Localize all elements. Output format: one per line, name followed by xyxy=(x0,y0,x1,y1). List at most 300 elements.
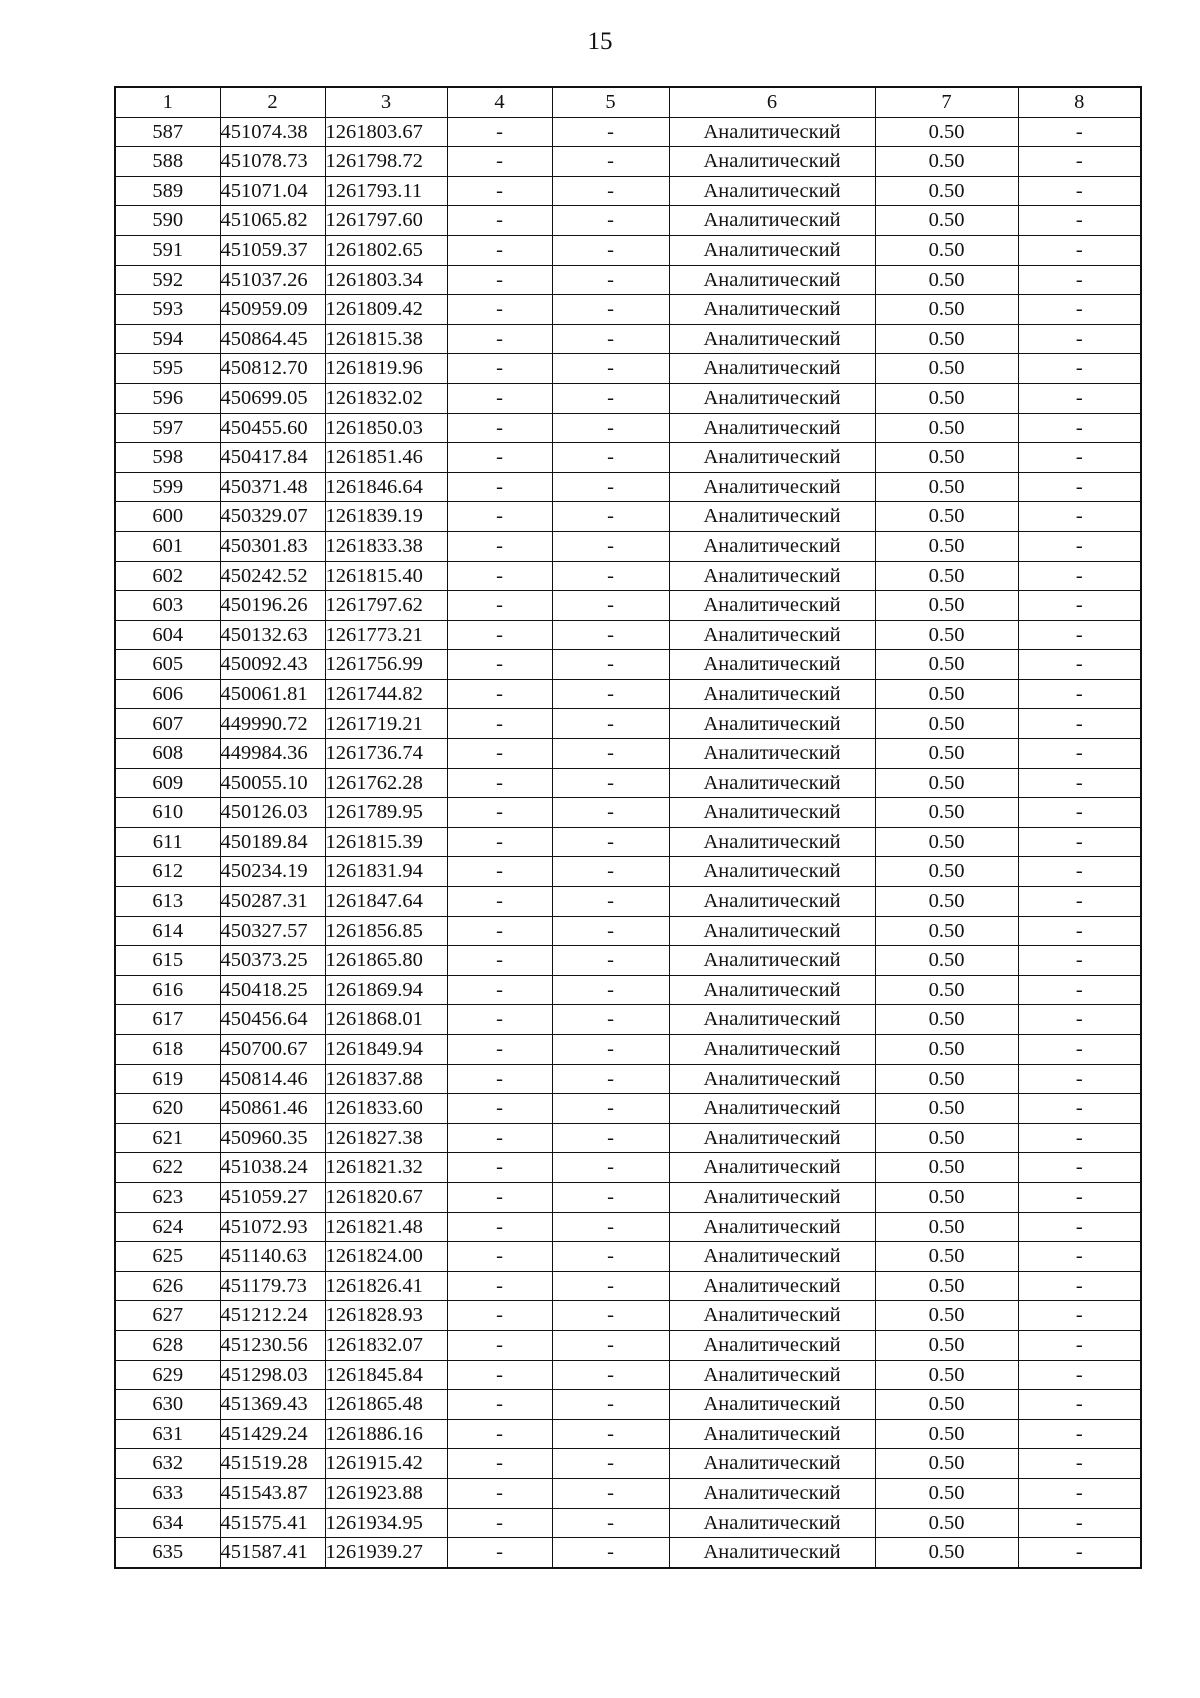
column-8-cell: - xyxy=(1018,117,1141,147)
method-cell: Аналитический xyxy=(669,1123,875,1153)
method-cell: Аналитический xyxy=(669,295,875,325)
column-4-cell: - xyxy=(447,413,552,443)
column-5-cell: - xyxy=(552,1123,669,1153)
column-8-cell: - xyxy=(1018,975,1141,1005)
column-5-cell: - xyxy=(552,946,669,976)
x-coordinate-cell: 450861.46 xyxy=(220,1094,325,1124)
accuracy-cell: 0.50 xyxy=(875,1478,1018,1508)
accuracy-cell: 0.50 xyxy=(875,472,1018,502)
x-coordinate-cell: 450287.31 xyxy=(220,887,325,917)
table-row xyxy=(115,117,1141,147)
column-5-cell: - xyxy=(552,1153,669,1183)
point-number-cell: 617 xyxy=(115,1005,220,1035)
method-cell: Аналитический xyxy=(669,1153,875,1183)
accuracy-cell: 0.50 xyxy=(875,265,1018,295)
accuracy-cell: 0.50 xyxy=(875,354,1018,384)
x-coordinate-cell: 451037.26 xyxy=(220,265,325,295)
point-number-cell: 623 xyxy=(115,1182,220,1212)
x-coordinate-cell: 451059.27 xyxy=(220,1182,325,1212)
point-number-cell: 618 xyxy=(115,1035,220,1065)
accuracy-cell: 0.50 xyxy=(875,975,1018,1005)
method-cell: Аналитический xyxy=(669,117,875,147)
x-coordinate-cell: 450699.05 xyxy=(220,383,325,413)
column-8-cell: - xyxy=(1018,916,1141,946)
accuracy-cell: 0.50 xyxy=(875,1094,1018,1124)
method-cell: Аналитический xyxy=(669,591,875,621)
x-coordinate-cell: 450812.70 xyxy=(220,354,325,384)
method-cell: Аналитический xyxy=(669,1360,875,1390)
point-number-cell: 632 xyxy=(115,1449,220,1479)
x-coordinate-cell: 451140.63 xyxy=(220,1242,325,1272)
point-number-cell: 588 xyxy=(115,147,220,177)
column-8-cell: - xyxy=(1018,739,1141,769)
column-4-cell: - xyxy=(447,176,552,206)
method-cell: Аналитический xyxy=(669,443,875,473)
accuracy-cell: 0.50 xyxy=(875,502,1018,532)
column-5-cell: - xyxy=(552,916,669,946)
accuracy-cell: 0.50 xyxy=(875,798,1018,828)
y-coordinate-cell: 1261868.01 xyxy=(325,1005,447,1035)
column-4-cell: - xyxy=(447,117,552,147)
method-cell: Аналитический xyxy=(669,1478,875,1508)
column-8-cell: - xyxy=(1018,1508,1141,1538)
accuracy-cell: 0.50 xyxy=(875,946,1018,976)
y-coordinate-cell: 1261915.42 xyxy=(325,1449,447,1479)
column-5-cell: - xyxy=(552,531,669,561)
table-row xyxy=(115,946,1141,976)
point-number-cell: 604 xyxy=(115,620,220,650)
point-number-cell: 634 xyxy=(115,1508,220,1538)
column-5-cell: - xyxy=(552,1478,669,1508)
table-row xyxy=(115,1271,1141,1301)
column-8-cell: - xyxy=(1018,709,1141,739)
column-8-cell: - xyxy=(1018,1330,1141,1360)
page-number: 15 xyxy=(587,28,613,55)
y-coordinate-cell: 1261815.39 xyxy=(325,827,447,857)
x-coordinate-cell: 450061.81 xyxy=(220,679,325,709)
method-cell: Аналитический xyxy=(669,1182,875,1212)
x-coordinate-cell: 450327.57 xyxy=(220,916,325,946)
y-coordinate-cell: 1261803.67 xyxy=(325,117,447,147)
x-coordinate-cell: 450055.10 xyxy=(220,768,325,798)
point-number-cell: 607 xyxy=(115,709,220,739)
point-number-cell: 630 xyxy=(115,1390,220,1420)
accuracy-cell: 0.50 xyxy=(875,1005,1018,1035)
method-cell: Аналитический xyxy=(669,768,875,798)
table-row xyxy=(115,1508,1141,1538)
x-coordinate-cell: 450455.60 xyxy=(220,413,325,443)
table-row xyxy=(115,798,1141,828)
y-coordinate-cell: 1261803.34 xyxy=(325,265,447,295)
table-row xyxy=(115,502,1141,532)
method-cell: Аналитический xyxy=(669,1419,875,1449)
column-4-cell: - xyxy=(447,1360,552,1390)
point-number-cell: 596 xyxy=(115,383,220,413)
accuracy-cell: 0.50 xyxy=(875,324,1018,354)
method-cell: Аналитический xyxy=(669,1390,875,1420)
column-4-cell: - xyxy=(447,1035,552,1065)
table-row xyxy=(115,739,1141,769)
table-row xyxy=(115,857,1141,887)
accuracy-cell: 0.50 xyxy=(875,1449,1018,1479)
column-8-cell: - xyxy=(1018,679,1141,709)
accuracy-cell: 0.50 xyxy=(875,1419,1018,1449)
point-number-cell: 631 xyxy=(115,1419,220,1449)
y-coordinate-cell: 1261833.38 xyxy=(325,531,447,561)
column-4-cell: - xyxy=(447,1508,552,1538)
table-row xyxy=(115,768,1141,798)
x-coordinate-cell: 450242.52 xyxy=(220,561,325,591)
point-number-cell: 589 xyxy=(115,176,220,206)
table-row xyxy=(115,1449,1141,1479)
table-row xyxy=(115,1419,1141,1449)
method-cell: Аналитический xyxy=(669,1094,875,1124)
coordinates-table xyxy=(114,86,1142,1569)
accuracy-cell: 0.50 xyxy=(875,620,1018,650)
column-4-cell: - xyxy=(447,1538,552,1568)
table-row xyxy=(115,354,1141,384)
column-8-cell: - xyxy=(1018,443,1141,473)
column-5-cell: - xyxy=(552,1538,669,1568)
x-coordinate-cell: 450329.07 xyxy=(220,502,325,532)
accuracy-cell: 0.50 xyxy=(875,176,1018,206)
column-5-cell: - xyxy=(552,857,669,887)
accuracy-cell: 0.50 xyxy=(875,916,1018,946)
y-coordinate-cell: 1261923.88 xyxy=(325,1478,447,1508)
column-8-cell: - xyxy=(1018,1153,1141,1183)
table-row xyxy=(115,383,1141,413)
column-4-cell: - xyxy=(447,887,552,917)
x-coordinate-cell: 451587.41 xyxy=(220,1538,325,1568)
accuracy-cell: 0.50 xyxy=(875,709,1018,739)
accuracy-cell: 0.50 xyxy=(875,1271,1018,1301)
header-row xyxy=(115,87,1141,117)
method-cell: Аналитический xyxy=(669,1538,875,1568)
table-row xyxy=(115,413,1141,443)
point-number-cell: 625 xyxy=(115,1242,220,1272)
accuracy-cell: 0.50 xyxy=(875,1390,1018,1420)
y-coordinate-cell: 1261762.28 xyxy=(325,768,447,798)
point-number-cell: 608 xyxy=(115,739,220,769)
column-8-cell: - xyxy=(1018,1242,1141,1272)
accuracy-cell: 0.50 xyxy=(875,1538,1018,1568)
point-number-cell: 613 xyxy=(115,887,220,917)
column-4-cell: - xyxy=(447,1390,552,1420)
y-coordinate-cell: 1261798.72 xyxy=(325,147,447,177)
column-4-cell: - xyxy=(447,650,552,680)
point-number-cell: 599 xyxy=(115,472,220,502)
column-5-cell: - xyxy=(552,1005,669,1035)
column-8-cell: - xyxy=(1018,531,1141,561)
method-cell: Аналитический xyxy=(669,413,875,443)
point-number-cell: 612 xyxy=(115,857,220,887)
point-number-cell: 587 xyxy=(115,117,220,147)
accuracy-cell: 0.50 xyxy=(875,650,1018,680)
column-8-cell: - xyxy=(1018,1301,1141,1331)
column-8-cell: - xyxy=(1018,768,1141,798)
y-coordinate-cell: 1261821.32 xyxy=(325,1153,447,1183)
method-cell: Аналитический xyxy=(669,857,875,887)
column-8-cell: - xyxy=(1018,1390,1141,1420)
method-cell: Аналитический xyxy=(669,265,875,295)
column-4-cell: - xyxy=(447,1123,552,1153)
column-5-cell: - xyxy=(552,768,669,798)
column-4-cell: - xyxy=(447,147,552,177)
y-coordinate-cell: 1261832.02 xyxy=(325,383,447,413)
point-number-cell: 592 xyxy=(115,265,220,295)
x-coordinate-cell: 451071.04 xyxy=(220,176,325,206)
column-5-cell: - xyxy=(552,443,669,473)
method-cell: Аналитический xyxy=(669,946,875,976)
column-5-cell: - xyxy=(552,117,669,147)
column-4-cell: - xyxy=(447,1301,552,1331)
column-4-cell: - xyxy=(447,354,552,384)
column-8-cell: - xyxy=(1018,295,1141,325)
point-number-cell: 591 xyxy=(115,235,220,265)
table-row xyxy=(115,1035,1141,1065)
point-number-cell: 633 xyxy=(115,1478,220,1508)
column-8-cell: - xyxy=(1018,1064,1141,1094)
table-row xyxy=(115,1301,1141,1331)
header-cell-6: 6 xyxy=(669,87,875,117)
table-row xyxy=(115,1182,1141,1212)
x-coordinate-cell: 450196.26 xyxy=(220,591,325,621)
method-cell: Аналитический xyxy=(669,827,875,857)
y-coordinate-cell: 1261719.21 xyxy=(325,709,447,739)
column-5-cell: - xyxy=(552,739,669,769)
y-coordinate-cell: 1261824.00 xyxy=(325,1242,447,1272)
x-coordinate-cell: 449984.36 xyxy=(220,739,325,769)
x-coordinate-cell: 451065.82 xyxy=(220,206,325,236)
column-4-cell: - xyxy=(447,946,552,976)
column-8-cell: - xyxy=(1018,324,1141,354)
method-cell: Аналитический xyxy=(669,798,875,828)
point-number-cell: 620 xyxy=(115,1094,220,1124)
accuracy-cell: 0.50 xyxy=(875,1360,1018,1390)
column-4-cell: - xyxy=(447,1419,552,1449)
column-4-cell: - xyxy=(447,1271,552,1301)
column-8-cell: - xyxy=(1018,265,1141,295)
header-cell-2: 2 xyxy=(220,87,325,117)
column-8-cell: - xyxy=(1018,650,1141,680)
column-8-cell: - xyxy=(1018,502,1141,532)
x-coordinate-cell: 451369.43 xyxy=(220,1390,325,1420)
column-5-cell: - xyxy=(552,798,669,828)
accuracy-cell: 0.50 xyxy=(875,561,1018,591)
table-row xyxy=(115,531,1141,561)
method-cell: Аналитический xyxy=(669,354,875,384)
y-coordinate-cell: 1261793.11 xyxy=(325,176,447,206)
column-8-cell: - xyxy=(1018,561,1141,591)
column-5-cell: - xyxy=(552,383,669,413)
column-8-cell: - xyxy=(1018,1123,1141,1153)
method-cell: Аналитический xyxy=(669,1271,875,1301)
column-5-cell: - xyxy=(552,413,669,443)
point-number-cell: 616 xyxy=(115,975,220,1005)
accuracy-cell: 0.50 xyxy=(875,1301,1018,1331)
y-coordinate-cell: 1261934.95 xyxy=(325,1508,447,1538)
accuracy-cell: 0.50 xyxy=(875,857,1018,887)
table-header xyxy=(115,87,1141,117)
y-coordinate-cell: 1261789.95 xyxy=(325,798,447,828)
table-row xyxy=(115,295,1141,325)
method-cell: Аналитический xyxy=(669,502,875,532)
x-coordinate-cell: 450126.03 xyxy=(220,798,325,828)
y-coordinate-cell: 1261802.65 xyxy=(325,235,447,265)
method-cell: Аналитический xyxy=(669,1301,875,1331)
column-8-cell: - xyxy=(1018,827,1141,857)
point-number-cell: 621 xyxy=(115,1123,220,1153)
x-coordinate-cell: 451074.38 xyxy=(220,117,325,147)
column-4-cell: - xyxy=(447,768,552,798)
accuracy-cell: 0.50 xyxy=(875,1064,1018,1094)
column-4-cell: - xyxy=(447,709,552,739)
column-5-cell: - xyxy=(552,1419,669,1449)
column-5-cell: - xyxy=(552,1360,669,1390)
y-coordinate-cell: 1261869.94 xyxy=(325,975,447,1005)
accuracy-cell: 0.50 xyxy=(875,679,1018,709)
column-5-cell: - xyxy=(552,650,669,680)
y-coordinate-cell: 1261797.62 xyxy=(325,591,447,621)
column-4-cell: - xyxy=(447,620,552,650)
column-5-cell: - xyxy=(552,1182,669,1212)
point-number-cell: 590 xyxy=(115,206,220,236)
point-number-cell: 610 xyxy=(115,798,220,828)
table-row xyxy=(115,975,1141,1005)
column-5-cell: - xyxy=(552,1390,669,1420)
x-coordinate-cell: 451230.56 xyxy=(220,1330,325,1360)
column-4-cell: - xyxy=(447,295,552,325)
table-row xyxy=(115,561,1141,591)
y-coordinate-cell: 1261886.16 xyxy=(325,1419,447,1449)
accuracy-cell: 0.50 xyxy=(875,1242,1018,1272)
column-4-cell: - xyxy=(447,502,552,532)
table-row xyxy=(115,1478,1141,1508)
column-8-cell: - xyxy=(1018,1538,1141,1568)
accuracy-cell: 0.50 xyxy=(875,827,1018,857)
point-number-cell: 622 xyxy=(115,1153,220,1183)
point-number-cell: 598 xyxy=(115,443,220,473)
y-coordinate-cell: 1261837.88 xyxy=(325,1064,447,1094)
column-4-cell: - xyxy=(447,531,552,561)
y-coordinate-cell: 1261797.60 xyxy=(325,206,447,236)
accuracy-cell: 0.50 xyxy=(875,295,1018,325)
column-4-cell: - xyxy=(447,1478,552,1508)
y-coordinate-cell: 1261828.93 xyxy=(325,1301,447,1331)
point-number-cell: 609 xyxy=(115,768,220,798)
method-cell: Аналитический xyxy=(669,324,875,354)
x-coordinate-cell: 451059.37 xyxy=(220,235,325,265)
accuracy-cell: 0.50 xyxy=(875,1182,1018,1212)
column-8-cell: - xyxy=(1018,472,1141,502)
header-cell-5: 5 xyxy=(552,87,669,117)
y-coordinate-cell: 1261819.96 xyxy=(325,354,447,384)
x-coordinate-cell: 451179.73 xyxy=(220,1271,325,1301)
table-row xyxy=(115,827,1141,857)
x-coordinate-cell: 450373.25 xyxy=(220,946,325,976)
point-number-cell: 626 xyxy=(115,1271,220,1301)
point-number-cell: 601 xyxy=(115,531,220,561)
table-row xyxy=(115,679,1141,709)
accuracy-cell: 0.50 xyxy=(875,768,1018,798)
table-row xyxy=(115,1360,1141,1390)
y-coordinate-cell: 1261839.19 xyxy=(325,502,447,532)
method-cell: Аналитический xyxy=(669,1508,875,1538)
method-cell: Аналитический xyxy=(669,472,875,502)
table-row xyxy=(115,472,1141,502)
method-cell: Аналитический xyxy=(669,650,875,680)
y-coordinate-cell: 1261820.67 xyxy=(325,1182,447,1212)
header-cell-4: 4 xyxy=(447,87,552,117)
column-4-cell: - xyxy=(447,1094,552,1124)
point-number-cell: 615 xyxy=(115,946,220,976)
point-number-cell: 619 xyxy=(115,1064,220,1094)
accuracy-cell: 0.50 xyxy=(875,147,1018,177)
column-8-cell: - xyxy=(1018,176,1141,206)
method-cell: Аналитический xyxy=(669,176,875,206)
column-5-cell: - xyxy=(552,591,669,621)
y-coordinate-cell: 1261736.74 xyxy=(325,739,447,769)
column-8-cell: - xyxy=(1018,1419,1141,1449)
column-4-cell: - xyxy=(447,857,552,887)
table-row xyxy=(115,176,1141,206)
table-row xyxy=(115,235,1141,265)
table-row xyxy=(115,1212,1141,1242)
method-cell: Аналитический xyxy=(669,383,875,413)
column-8-cell: - xyxy=(1018,1449,1141,1479)
x-coordinate-cell: 450371.48 xyxy=(220,472,325,502)
column-8-cell: - xyxy=(1018,1360,1141,1390)
column-4-cell: - xyxy=(447,443,552,473)
column-8-cell: - xyxy=(1018,413,1141,443)
x-coordinate-cell: 450700.67 xyxy=(220,1035,325,1065)
table-row xyxy=(115,887,1141,917)
table-row xyxy=(115,206,1141,236)
point-number-cell: 627 xyxy=(115,1301,220,1331)
table-row xyxy=(115,1094,1141,1124)
point-number-cell: 624 xyxy=(115,1212,220,1242)
column-4-cell: - xyxy=(447,265,552,295)
accuracy-cell: 0.50 xyxy=(875,413,1018,443)
x-coordinate-cell: 450960.35 xyxy=(220,1123,325,1153)
x-coordinate-cell: 450132.63 xyxy=(220,620,325,650)
y-coordinate-cell: 1261845.84 xyxy=(325,1360,447,1390)
method-cell: Аналитический xyxy=(669,1449,875,1479)
header-cell-7: 7 xyxy=(875,87,1018,117)
method-cell: Аналитический xyxy=(669,561,875,591)
x-coordinate-cell: 450234.19 xyxy=(220,857,325,887)
column-4-cell: - xyxy=(447,206,552,236)
column-8-cell: - xyxy=(1018,1094,1141,1124)
x-coordinate-cell: 451298.03 xyxy=(220,1360,325,1390)
column-5-cell: - xyxy=(552,206,669,236)
y-coordinate-cell: 1261832.07 xyxy=(325,1330,447,1360)
method-cell: Аналитический xyxy=(669,1005,875,1035)
x-coordinate-cell: 450417.84 xyxy=(220,443,325,473)
point-number-cell: 629 xyxy=(115,1360,220,1390)
x-coordinate-cell: 450456.64 xyxy=(220,1005,325,1035)
method-cell: Аналитический xyxy=(669,1330,875,1360)
column-5-cell: - xyxy=(552,1271,669,1301)
column-5-cell: - xyxy=(552,354,669,384)
column-8-cell: - xyxy=(1018,857,1141,887)
header-cell-8: 8 xyxy=(1018,87,1141,117)
table-row xyxy=(115,916,1141,946)
method-cell: Аналитический xyxy=(669,709,875,739)
column-5-cell: - xyxy=(552,679,669,709)
header-cell-3: 3 xyxy=(325,87,447,117)
column-4-cell: - xyxy=(447,827,552,857)
